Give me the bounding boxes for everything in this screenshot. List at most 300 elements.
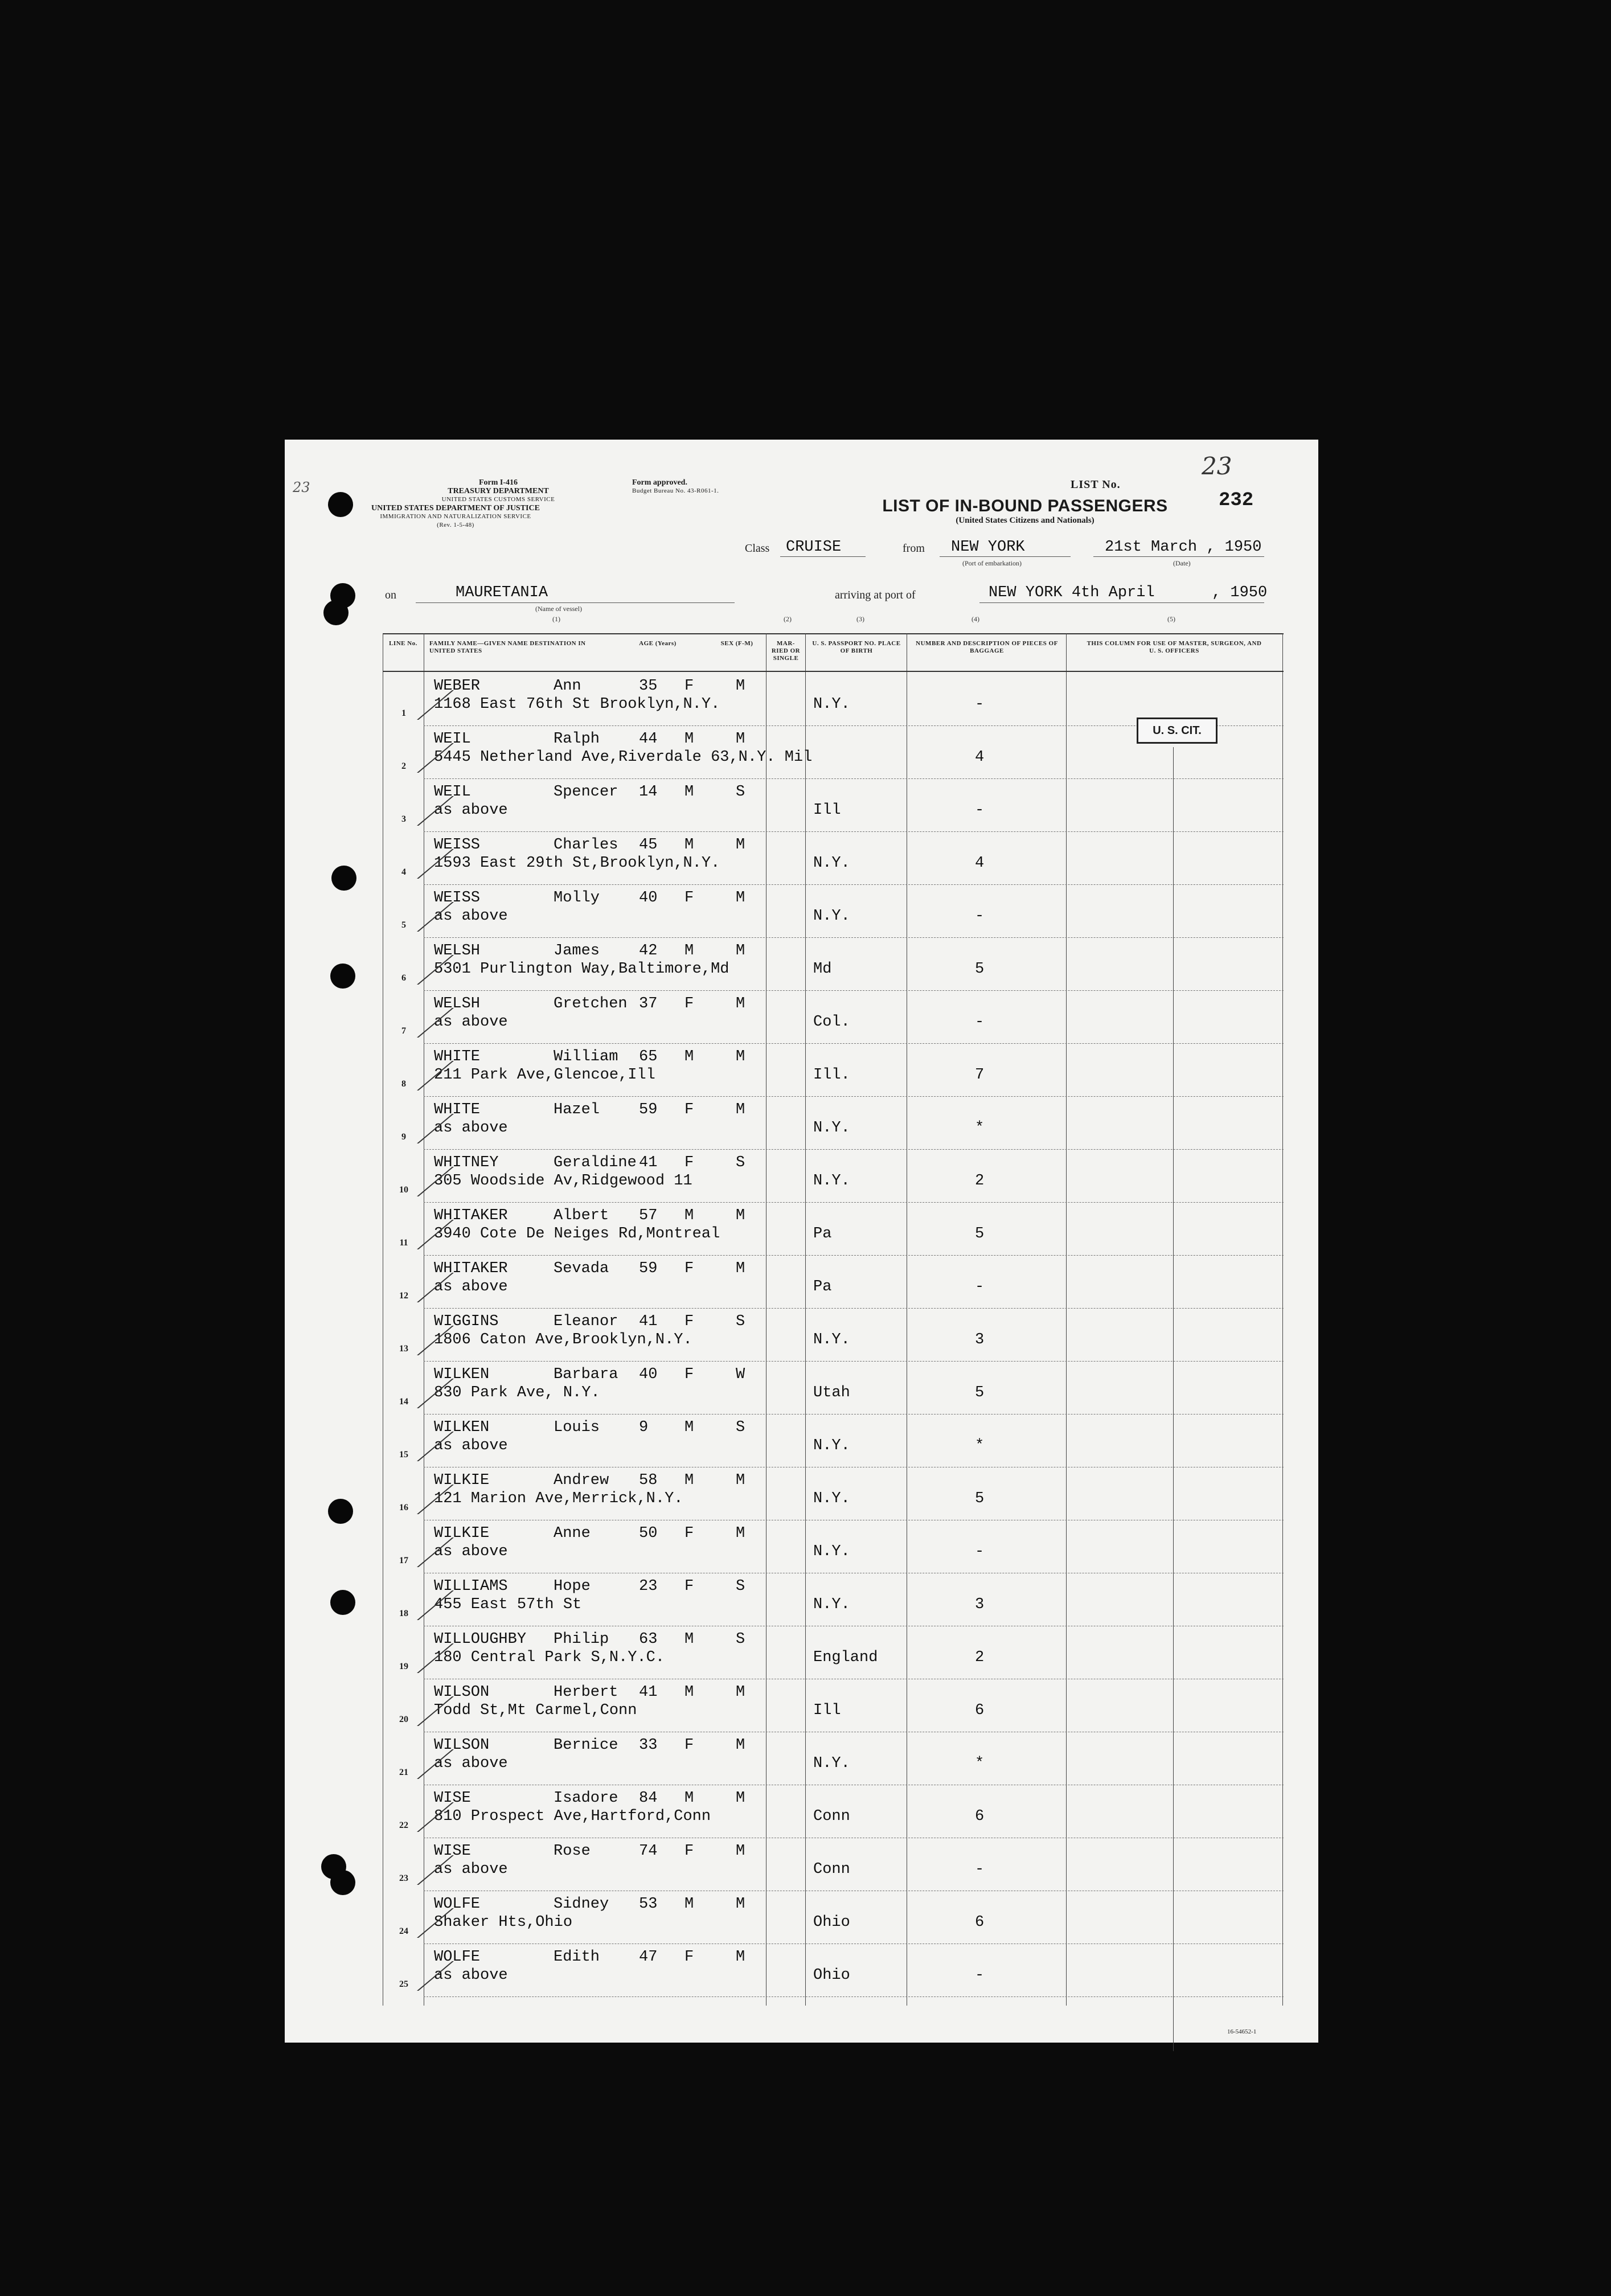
destination-address: 1806 Caton Ave,Brooklyn,N.Y. — [434, 1331, 692, 1348]
table-row — [383, 1309, 1284, 1362]
table-row — [383, 1256, 1284, 1309]
place-of-birth: Ohio — [813, 1914, 850, 1931]
arriving-label: arriving at port of — [835, 589, 916, 601]
punch-hole — [328, 1499, 353, 1524]
table-row — [383, 1732, 1284, 1785]
age-value: 41 — [639, 1684, 658, 1701]
line-number: 10 — [399, 1185, 408, 1195]
place-of-birth: Md — [813, 961, 832, 978]
line-number: 4 — [401, 867, 406, 877]
sex-value: F — [684, 995, 694, 1012]
given-name: Herbert — [554, 1684, 618, 1701]
sex-value: F — [684, 1154, 694, 1171]
port-caption: (Port of embarkation) — [962, 559, 1022, 567]
form-number: Form I-416 — [478, 478, 518, 487]
place-of-birth: Ill — [813, 1702, 841, 1719]
line-number: 7 — [401, 1026, 406, 1036]
col-number: (1) — [552, 615, 560, 623]
table-row — [383, 1838, 1284, 1891]
place-of-birth: Pa — [813, 1278, 832, 1295]
vessel-caption: (Name of vessel) — [535, 605, 582, 613]
punch-hole — [328, 492, 353, 517]
col-head-officers: THIS COLUMN FOR USE OF MASTER, SURGEON, AND U. S. OFFICERS — [1087, 640, 1262, 654]
family-name: WEIL — [434, 784, 471, 801]
title-block — [877, 481, 1173, 526]
customs-service: UNITED STATES CUSTOMS SERVICE — [441, 496, 555, 503]
table-row — [383, 885, 1284, 938]
page-title: LIST OF IN-BOUND PASSENGERS — [882, 497, 1168, 515]
class-label: Class — [745, 542, 770, 555]
vessel-name: MAURETANIA — [456, 584, 548, 601]
age-value: 9 — [639, 1419, 649, 1436]
baggage-count: - — [975, 1967, 985, 1984]
justice-dept: UNITED STATES DEPARTMENT OF JUSTICE — [371, 504, 540, 512]
line-number: 15 — [399, 1450, 408, 1459]
form-header-left — [353, 478, 558, 530]
table-row — [383, 1626, 1284, 1679]
table-row — [383, 1044, 1284, 1097]
punch-hole — [330, 1590, 355, 1615]
col-head-age: AGE (Years) — [639, 640, 677, 647]
page-subtitle: (United States Citizens and Nationals) — [956, 516, 1095, 525]
line-number: 8 — [401, 1079, 406, 1089]
list-no-handwritten: 23 — [1202, 452, 1232, 480]
given-name: Charles — [554, 837, 618, 854]
footer-form-code: 16-54652-1 — [1227, 2028, 1257, 2035]
table-row — [383, 1467, 1284, 1520]
revision: (Rev. 1-5-48) — [437, 522, 474, 528]
age-value: 40 — [639, 1366, 658, 1383]
baggage-count: - — [975, 1543, 985, 1560]
age-value: 35 — [639, 678, 658, 695]
list-no-label: LIST No. — [1071, 478, 1121, 491]
line-number: 24 — [399, 1926, 408, 1936]
family-name: WILKEN — [434, 1366, 490, 1383]
table-row — [383, 938, 1284, 991]
place-of-birth: Conn — [813, 1861, 850, 1878]
baggage-count: - — [975, 1861, 985, 1878]
given-name: Hazel — [554, 1101, 600, 1118]
form-approved: Form approved. — [632, 478, 687, 487]
family-name: WILSON — [434, 1737, 490, 1754]
given-name: Gretchen — [554, 995, 628, 1012]
age-value: 40 — [639, 889, 658, 907]
line-number: 19 — [399, 1662, 408, 1671]
place-of-birth: Ohio — [813, 1967, 850, 1984]
place-of-birth: Pa — [813, 1225, 832, 1243]
given-name: William — [554, 1048, 618, 1065]
sex-value: F — [684, 678, 694, 695]
arrival-port-date: NEW YORK 4th April — [989, 584, 1155, 601]
sex-value: F — [684, 889, 694, 907]
place-of-birth: Conn — [813, 1808, 850, 1825]
us-citizen-stamp: U. S. CIT. — [1137, 718, 1218, 744]
destination-address: Shaker Hts,Ohio — [434, 1914, 573, 1931]
sex-value: F — [684, 1366, 694, 1383]
age-value: 44 — [639, 731, 658, 748]
place-of-birth: Utah — [813, 1384, 850, 1401]
destination-address: as above — [434, 1967, 508, 1984]
table-row — [383, 1097, 1284, 1150]
sex-value: M — [684, 1684, 694, 1701]
given-name: Rose — [554, 1843, 591, 1860]
sex-value: F — [684, 1101, 694, 1118]
col-number: (3) — [856, 615, 864, 623]
age-value: 59 — [639, 1260, 658, 1277]
place-of-birth: Ill. — [813, 1067, 850, 1084]
given-name: Molly — [554, 889, 600, 907]
line-number: 11 — [399, 1238, 408, 1248]
baggage-count: * — [975, 1120, 985, 1137]
destination-address: 810 Prospect Ave,Hartford,Conn — [434, 1808, 711, 1825]
table-row — [383, 1679, 1284, 1732]
line-number: 12 — [399, 1291, 408, 1301]
line-number: 23 — [399, 1873, 408, 1883]
given-name: Philip — [554, 1631, 609, 1648]
place-of-birth: N.Y. — [813, 908, 850, 925]
family-name: WHITAKER — [434, 1207, 508, 1224]
marital-status: M — [736, 1737, 745, 1754]
table-row — [383, 1520, 1284, 1573]
sex-value: F — [684, 1525, 694, 1542]
given-name: Louis — [554, 1419, 600, 1436]
col-head-line: LINE No. — [389, 640, 417, 647]
age-value: 33 — [639, 1737, 658, 1754]
baggage-count: 3 — [975, 1596, 985, 1613]
given-name: Sevada — [554, 1260, 609, 1277]
col-number: (4) — [971, 615, 979, 623]
given-name: Ann — [554, 678, 581, 695]
baggage-count: 5 — [975, 1384, 985, 1401]
place-of-birth: N.Y. — [813, 1596, 850, 1613]
sex-value: M — [684, 1472, 694, 1489]
destination-address: as above — [434, 1120, 508, 1137]
line-number: 22 — [399, 1821, 408, 1830]
marital-status: M — [736, 1790, 745, 1807]
line-number: 9 — [401, 1132, 406, 1142]
place-of-birth: N.Y. — [813, 1543, 850, 1560]
marital-status: M — [736, 1896, 745, 1913]
line-number: 21 — [399, 1768, 408, 1777]
baggage-count: * — [975, 1437, 985, 1454]
age-value: 41 — [639, 1154, 658, 1171]
table-row — [383, 1203, 1284, 1256]
form-approval — [632, 478, 814, 495]
baggage-count: 2 — [975, 1649, 985, 1666]
age-value: 45 — [639, 837, 658, 854]
baggage-count: 4 — [975, 749, 985, 766]
given-name: Bernice — [554, 1737, 618, 1754]
baggage-count: - — [975, 1014, 985, 1031]
family-name: WELSH — [434, 995, 481, 1012]
age-value: 37 — [639, 995, 658, 1012]
given-name: Spencer — [554, 784, 618, 801]
baggage-count: 3 — [975, 1331, 985, 1348]
line-number: 2 — [401, 761, 406, 771]
family-name: WOLFE — [434, 1949, 481, 1966]
line-number: 6 — [401, 973, 406, 983]
baggage-count: 6 — [975, 1914, 985, 1931]
date-caption: (Date) — [1173, 559, 1191, 567]
table-row — [383, 832, 1284, 885]
family-name: WEISS — [434, 837, 481, 854]
line-number: 20 — [399, 1715, 408, 1724]
sex-value: M — [684, 731, 694, 748]
line-number: 3 — [401, 814, 406, 824]
sex-value: M — [684, 1896, 694, 1913]
line-number: 25 — [399, 1979, 408, 1989]
table-row — [383, 779, 1284, 832]
place-of-birth: N.Y. — [813, 1437, 850, 1454]
date-underline — [1093, 556, 1264, 557]
baggage-count: * — [975, 1755, 985, 1772]
table-row — [383, 1362, 1284, 1414]
baggage-count: - — [975, 696, 985, 713]
marital-status: S — [736, 1419, 745, 1436]
given-name: Ralph — [554, 731, 600, 748]
line-number: 1 — [401, 708, 406, 718]
place-of-birth: N.Y. — [813, 1331, 850, 1348]
table-row — [383, 1944, 1284, 1997]
col-head-name: FAMILY NAME—GIVEN NAME DESTINATION IN UNITED STATES — [429, 640, 586, 654]
marital-status: M — [736, 1949, 745, 1966]
baggage-count: - — [975, 1278, 985, 1295]
baggage-count: 5 — [975, 961, 985, 978]
destination-address: as above — [434, 1437, 508, 1454]
table-row — [383, 1414, 1284, 1467]
class-underline — [780, 556, 866, 557]
marital-status: M — [736, 1843, 745, 1860]
given-name: Hope — [554, 1578, 591, 1595]
marital-status: M — [736, 837, 745, 854]
marital-status: M — [736, 889, 745, 907]
destination-address: as above — [434, 908, 508, 925]
marital-status: W — [736, 1366, 745, 1383]
sex-value: F — [684, 1578, 694, 1595]
family-name: WILKEN — [434, 1419, 490, 1436]
col-head-sex: SEX (F-M) — [720, 640, 753, 647]
family-name: WILKIE — [434, 1472, 490, 1489]
family-name: WEBER — [434, 678, 481, 695]
age-value: 47 — [639, 1949, 658, 1966]
age-value: 53 — [639, 1896, 658, 1913]
list-no: 232 — [1219, 490, 1254, 511]
destination-address: as above — [434, 1543, 508, 1560]
destination-address: 830 Park Ave, N.Y. — [434, 1384, 600, 1401]
age-value: 42 — [639, 942, 658, 960]
place-of-birth: England — [813, 1649, 878, 1666]
col-head-baggage: NUMBER AND DESCRIPTION OF PIECES OF BAGGAGE — [916, 640, 1058, 654]
place-of-birth: Ill — [813, 802, 841, 819]
marital-status: M — [736, 1525, 745, 1542]
sex-value: M — [684, 942, 694, 960]
place-of-birth: N.Y. — [813, 1755, 850, 1772]
family-name: WISE — [434, 1843, 471, 1860]
place-of-birth: N.Y. — [813, 1172, 850, 1190]
margin-note: 23 — [293, 479, 310, 495]
age-value: 41 — [639, 1313, 658, 1330]
destination-address: Todd St,Mt Carmel,Conn — [434, 1702, 637, 1719]
table-row — [383, 1573, 1284, 1626]
marital-status: S — [736, 1154, 745, 1171]
marital-status: M — [736, 1101, 745, 1118]
place-of-birth: N.Y. — [813, 696, 850, 713]
marital-status: S — [736, 1578, 745, 1595]
officer-column-line — [1173, 747, 1174, 2051]
destination-address: 121 Marion Ave,Merrick,N.Y. — [434, 1490, 683, 1507]
sex-value: F — [684, 1313, 694, 1330]
sex-value: F — [684, 1260, 694, 1277]
family-name: WISE — [434, 1790, 471, 1807]
marital-status: S — [736, 784, 745, 801]
age-value: 23 — [639, 1578, 658, 1595]
line-number: 18 — [399, 1609, 408, 1618]
family-name: WILLIAMS — [434, 1578, 508, 1595]
family-name: WOLFE — [434, 1896, 481, 1913]
sex-value: M — [684, 1419, 694, 1436]
destination-address: 1593 East 29th St,Brooklyn,N.Y. — [434, 855, 720, 872]
table-row — [383, 1891, 1284, 1944]
given-name: Sidney — [554, 1896, 609, 1913]
baggage-count: - — [975, 802, 985, 819]
manifest-page — [285, 440, 1318, 2043]
table-row — [383, 1150, 1284, 1203]
col-number: (2) — [784, 615, 792, 623]
col-number: (5) — [1167, 615, 1175, 623]
destination-address: 5301 Purlington Way,Baltimore,Md — [434, 961, 729, 978]
given-name: Barbara — [554, 1366, 618, 1383]
treasury-dept: TREASURY DEPARTMENT — [448, 487, 549, 495]
passenger-table — [383, 633, 1284, 2006]
punch-hole — [323, 600, 349, 625]
baggage-count: 7 — [975, 1067, 985, 1084]
baggage-count: 5 — [975, 1225, 985, 1243]
given-name: James — [554, 942, 600, 960]
age-value: 57 — [639, 1207, 658, 1224]
family-name: WEIL — [434, 731, 471, 748]
age-value: 59 — [639, 1101, 658, 1118]
given-name: Isadore — [554, 1790, 618, 1807]
age-value: 84 — [639, 1790, 658, 1807]
family-name: WHITE — [434, 1101, 481, 1118]
sailing-date: 21st March , 1950 — [1105, 539, 1262, 556]
family-name: WELSH — [434, 942, 481, 960]
sex-value: F — [684, 1843, 694, 1860]
marital-status: M — [736, 731, 745, 748]
baggage-count: 5 — [975, 1490, 985, 1507]
punch-hole — [330, 1870, 355, 1895]
row-rule — [424, 1996, 1284, 1997]
table-row — [383, 1785, 1284, 1838]
destination-address: 3940 Cote De Neiges Rd,Montreal — [434, 1225, 720, 1243]
marital-status: S — [736, 1313, 745, 1330]
punch-hole — [330, 964, 355, 989]
given-name: Eleanor — [554, 1313, 618, 1330]
marital-status: M — [736, 678, 745, 695]
destination-address: 305 Woodside Av,Ridgewood 11 — [434, 1172, 692, 1190]
sex-value: M — [684, 1790, 694, 1807]
arrival-underline — [979, 602, 1264, 603]
place-of-birth: N.Y. — [813, 1120, 850, 1137]
marital-status: M — [736, 1472, 745, 1489]
destination-address: as above — [434, 802, 508, 819]
given-name: Andrew — [554, 1472, 609, 1489]
marital-status: M — [736, 995, 745, 1012]
col-head-passport: U. S. PASSPORT NO. PLACE OF BIRTH — [812, 640, 901, 654]
table-row — [383, 991, 1284, 1044]
family-name: WHITAKER — [434, 1260, 508, 1277]
marital-status: S — [736, 1631, 745, 1648]
given-name: Albert — [554, 1207, 609, 1224]
destination-address: 5445 Netherland Ave,Riverdale 63,N.Y. Mil — [434, 749, 813, 766]
age-value: 14 — [639, 784, 658, 801]
port-embarkation: NEW YORK — [951, 539, 1025, 556]
destination-address: as above — [434, 1014, 508, 1031]
given-name: Edith — [554, 1949, 600, 1966]
place-of-birth: N.Y. — [813, 1490, 850, 1507]
family-name: WEISS — [434, 889, 481, 907]
age-value: 58 — [639, 1472, 658, 1489]
destination-address: 1168 East 76th St Brooklyn,N.Y. — [434, 696, 720, 713]
given-name: Geraldine — [554, 1154, 637, 1171]
marital-status: M — [736, 1048, 745, 1065]
baggage-count: 2 — [975, 1172, 985, 1190]
place-of-birth: N.Y. — [813, 855, 850, 872]
destination-address: as above — [434, 1755, 508, 1772]
family-name: WILKIE — [434, 1525, 490, 1542]
punch-hole — [331, 866, 356, 891]
sex-value: M — [684, 784, 694, 801]
baggage-count: 6 — [975, 1808, 985, 1825]
arrival-year: , 1950 — [1212, 584, 1268, 601]
sex-value: M — [684, 1207, 694, 1224]
table-top-rule — [383, 633, 1284, 634]
family-name: WILSON — [434, 1684, 490, 1701]
marital-status: M — [736, 1684, 745, 1701]
from-label: from — [903, 542, 925, 555]
sex-value: M — [684, 1631, 694, 1648]
age-value: 65 — [639, 1048, 658, 1065]
line-number: 17 — [399, 1556, 408, 1565]
age-value: 74 — [639, 1843, 658, 1860]
immigration-service: IMMIGRATION AND NATURALIZATION SERVICE — [380, 513, 531, 520]
line-number: 14 — [399, 1397, 408, 1407]
marital-status: M — [736, 1207, 745, 1224]
on-label: on — [385, 589, 396, 601]
given-name: Anne — [554, 1525, 591, 1542]
age-value: 50 — [639, 1525, 658, 1542]
destination-address: as above — [434, 1278, 508, 1295]
baggage-count: 4 — [975, 855, 985, 872]
destination-address: as above — [434, 1861, 508, 1878]
port-underline — [940, 556, 1071, 557]
baggage-count: - — [975, 908, 985, 925]
line-number: 13 — [399, 1344, 408, 1354]
col-head-married: MAR-RIED OR SINGLE — [771, 640, 801, 662]
baggage-count: 6 — [975, 1702, 985, 1719]
sex-value: M — [684, 837, 694, 854]
line-number: 16 — [399, 1503, 408, 1512]
age-value: 63 — [639, 1631, 658, 1648]
destination-address: 455 East 57th St — [434, 1596, 582, 1613]
destination-address: 180 Central Park S,N.Y.C. — [434, 1649, 665, 1666]
budget-bureau: Budget Bureau No. 43-R061-1. — [632, 487, 719, 494]
marital-status: M — [736, 942, 745, 960]
family-name: WHITE — [434, 1048, 481, 1065]
family-name: WIGGINS — [434, 1313, 499, 1330]
header-rule — [383, 671, 1284, 672]
class-value: CRUISE — [786, 539, 842, 556]
